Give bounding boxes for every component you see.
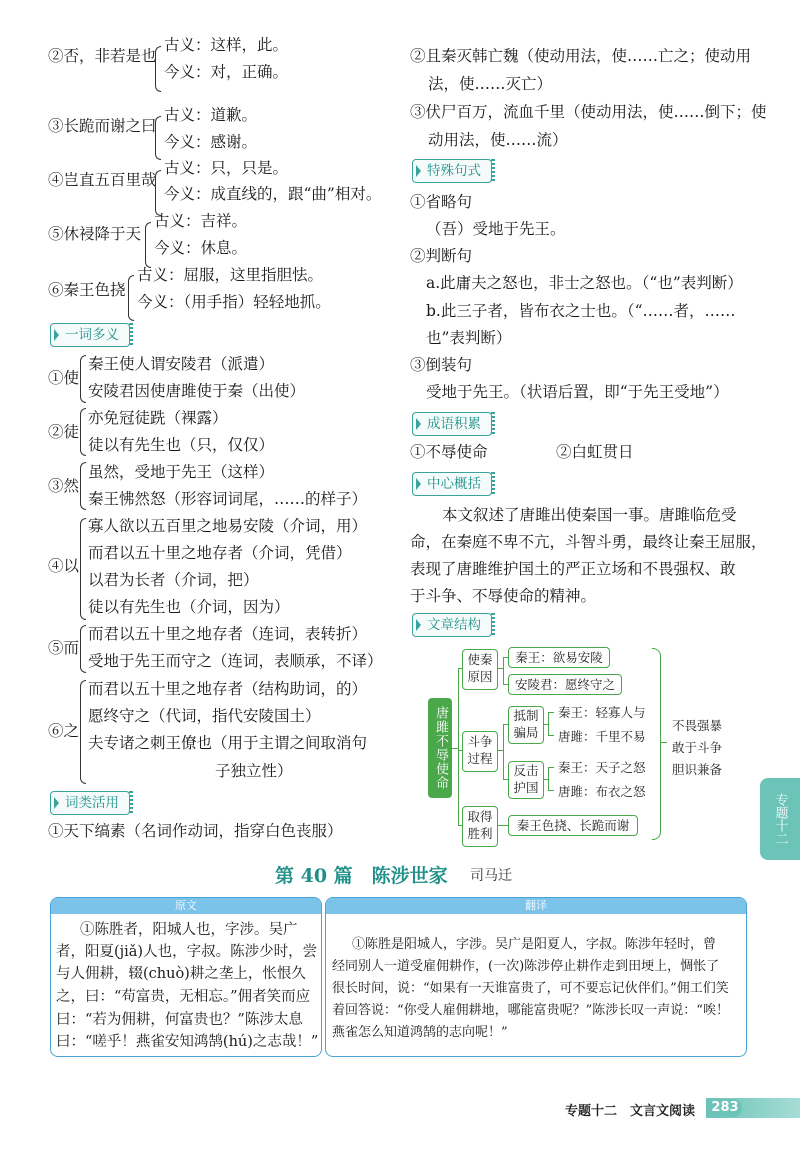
section-tag-yici: 一词多义 xyxy=(50,323,130,347)
diagram-branch-process: 斗争过程 xyxy=(462,731,498,772)
diagram-leaf: 秦王：天子之怒 xyxy=(558,760,646,775)
page-number: 283 xyxy=(708,1099,742,1117)
gujin-jin: 今义：感谢。 xyxy=(164,133,258,151)
section-tag-teshu: 特殊句式 xyxy=(412,159,492,183)
yici-line: 夫专诸之刺王僚也（用于主谓之间取消句 xyxy=(88,734,368,752)
yici-line: 徒以有先生也（只，仅仅） xyxy=(88,436,275,454)
yici-line: 秦王怫然怒（形容词词尾，……的样子） xyxy=(88,490,368,508)
zhongxin-line: 表现了唐雎维护国土的严正立场和不畏强权、敢 xyxy=(410,560,736,578)
yici-line: 而君以五十里之地存者（连词，表转折） xyxy=(88,625,368,643)
yuanwen-line: 与人佣耕，辍(chuò)耕之垄上，怅恨久 xyxy=(56,966,306,982)
yici-line: 子独立性） xyxy=(215,762,293,780)
yici-line: 徒以有先生也（介词，因为） xyxy=(88,598,290,616)
cilei-item: ①天下缟素（名词作动词，指穿白色丧服） xyxy=(48,822,343,840)
gujin-gu: 古义：这样，此。 xyxy=(164,36,289,54)
yici-label: ⑤而 xyxy=(48,639,80,657)
gujin-word: ②否，非若是也 xyxy=(48,47,157,65)
diagram-branch-reason: 使秦原因 xyxy=(462,649,498,690)
diagram-branch-victory: 取得胜利 xyxy=(462,806,498,847)
diagram-summary: 敢于斗争 xyxy=(672,740,723,755)
fanyi-line: 燕雀怎么知道鸿鹄的志向呢！” xyxy=(332,1025,508,1040)
yici-label: ⑥之 xyxy=(48,722,80,740)
yuanwen-line: 之，曰：“苟富贵，无相忘。”佣者笑而应 xyxy=(56,989,311,1005)
yici-line: 受地于先王而守之（连词，表顺承，不译） xyxy=(88,652,383,670)
zhongxin-line: 命，在秦庭不卑不亢，斗智斗勇，最终让秦王屈服， xyxy=(410,533,767,551)
fanyi-header: 翻译 xyxy=(326,898,746,914)
yici-line: 而君以五十里之地存者（结构助词，的） xyxy=(88,680,368,698)
yici-line: 安陵君因使唐雎使于秦（出使） xyxy=(88,382,306,400)
yuanwen-line: 曰：“若为佣耕，何富贵也？”陈涉太息 xyxy=(56,1012,303,1028)
yici-line: 愿终守之（代词，指代安陵国土） xyxy=(88,707,321,725)
section-tag-jiegou: 文章结构 xyxy=(412,613,492,637)
teshu-line: 受地于先王。（状语后置，即“于先王受地”） xyxy=(426,383,729,401)
gujin-word: ⑥秦王色挠 xyxy=(48,281,126,299)
yici-label: ①使 xyxy=(48,369,80,387)
teshu-line: ③倒装句 xyxy=(410,356,473,374)
yuanwen-line: 者，阳夏(jiǎ)人也，字叔。陈涉少时，尝 xyxy=(56,944,318,960)
yici-line: 以君为长者（介词，把） xyxy=(88,571,259,589)
diagram-root: 唐雎不辱使命 xyxy=(428,698,452,798)
yuanwen-line: ①陈胜者，阳城人也，字涉。吴广 xyxy=(80,922,298,938)
fanyi-line: ①陈胜是阳城人，字涉。吴广是阳夏人，字叔。陈涉年轻时，曾 xyxy=(352,937,717,952)
teshu-line: ②判断句 xyxy=(410,247,473,265)
teshu-line: a.此庸夫之怒也，非士之怒也。（“也”表判断） xyxy=(426,274,743,292)
yici-line: 亦免冠徒跣（裸露） xyxy=(88,409,228,427)
teshu-line: 也”表判断） xyxy=(426,329,512,347)
cilei-item-cont: 动用法，使……流） xyxy=(428,131,568,149)
gujin-gu: 古义：吉祥。 xyxy=(154,212,248,230)
gujin-jin: 今义：成直线的，跟“曲”相对。 xyxy=(164,185,382,203)
yuanwen-line: 曰：“嗟乎！燕雀安知鸿鹄(hú)之志哉！” xyxy=(56,1034,319,1050)
diagram-sub: 反击护国 xyxy=(508,761,544,799)
side-tab[interactable]: 专题十二 xyxy=(760,778,800,860)
section-tag-cilei: 词类活用 xyxy=(50,791,130,815)
diagram-sub: 抵制骗局 xyxy=(508,706,544,744)
diagram-leaf: 唐雎：千里不易 xyxy=(558,729,646,744)
footer-section: 专题十二 文言文阅读 xyxy=(565,1104,696,1119)
yici-line: 虽然，受地于先王（这样） xyxy=(88,463,275,481)
yici-label: ④以 xyxy=(48,557,80,575)
diagram-summary: 不畏强暴 xyxy=(672,718,723,733)
gujin-jin: 今义：休息。 xyxy=(154,239,248,257)
cilei-item: ③伏尸百万，流血千里（使动用法，使……倒下；使 xyxy=(410,103,767,121)
diagram-leaf: 安陵君：愿终守之 xyxy=(508,674,622,695)
fanyi-line: 很长时间，说：“如果有一天谁富贵了，可不要忘记伙伴们。”佣工们笑 xyxy=(332,981,729,996)
section-tag-chengyu: 成语积累 xyxy=(412,412,492,436)
diagram-summary: 胆识兼备 xyxy=(672,762,723,777)
chengyu-item: ①不辱使命 xyxy=(410,443,488,461)
yuanwen-header: 原文 xyxy=(51,898,321,914)
fanyi-line: 经同别人一道受雇佣耕作，(一次)陈涉停止耕作走到田埂上，惆怅了 xyxy=(332,959,720,974)
yici-line: 秦王使人谓安陵君（派遣） xyxy=(88,355,275,373)
diagram-leaf: 秦王：欲易安陵 xyxy=(508,647,610,668)
diagram-leaf: 唐雎：布衣之怒 xyxy=(558,784,646,799)
yici-label: ②徒 xyxy=(48,423,80,441)
yici-line: 寡人欲以五百里之地易安陵（介词，用） xyxy=(88,517,368,535)
gujin-word: ③长跪而谢之曰 xyxy=(48,117,157,135)
teshu-line: （吾）受地于先王。 xyxy=(426,220,566,238)
gujin-gu: 古义：屈服，这里指胆怯。 xyxy=(137,266,324,284)
yici-label: ③然 xyxy=(48,477,80,495)
teshu-line: ①省略句 xyxy=(410,193,473,211)
gujin-word: ⑤休祲降于天 xyxy=(48,225,142,243)
fanyi-line: 着回答说：“你受人雇佣耕地，哪能富贵呢？”陈涉长叹一声说：“唉！ xyxy=(332,1003,729,1018)
zhongxin-line: 于斗争、不辱使命的精神。 xyxy=(410,587,597,605)
gujin-jin: 今义：（用手指）轻轻地抓。 xyxy=(137,293,331,311)
diagram-leaf: 秦王色挠、长跪而谢 xyxy=(508,815,638,836)
cilei-item-cont: 法，使……灭亡） xyxy=(428,75,553,93)
cilei-item: ②且秦灭韩亡魏（使动用法，使……亡之；使动用 xyxy=(410,47,752,65)
gujin-gu: 古义：道歉。 xyxy=(164,106,258,124)
chengyu-item: ②白虹贯日 xyxy=(556,443,634,461)
diagram-leaf: 秦王：轻寡人与 xyxy=(558,705,646,720)
gujin-word: ④岂直五百里哉 xyxy=(48,171,157,189)
teshu-line: b.此三子者，皆布衣之士也。（“……者，…… xyxy=(426,302,736,320)
gujin-jin: 今义：对，正确。 xyxy=(164,63,289,81)
article-title: 第 40 篇 陈涉世家 xyxy=(275,865,448,887)
zhongxin-line: 本文叙述了唐雎出使秦国一事。唐雎临危受 xyxy=(442,506,737,524)
article-author: 司马迁 xyxy=(470,868,512,884)
yici-line: 而君以五十里之地存者（介词，凭借） xyxy=(88,544,352,562)
gujin-gu: 古义：只，只是。 xyxy=(164,159,289,177)
section-tag-zhongxin: 中心概括 xyxy=(412,472,492,496)
